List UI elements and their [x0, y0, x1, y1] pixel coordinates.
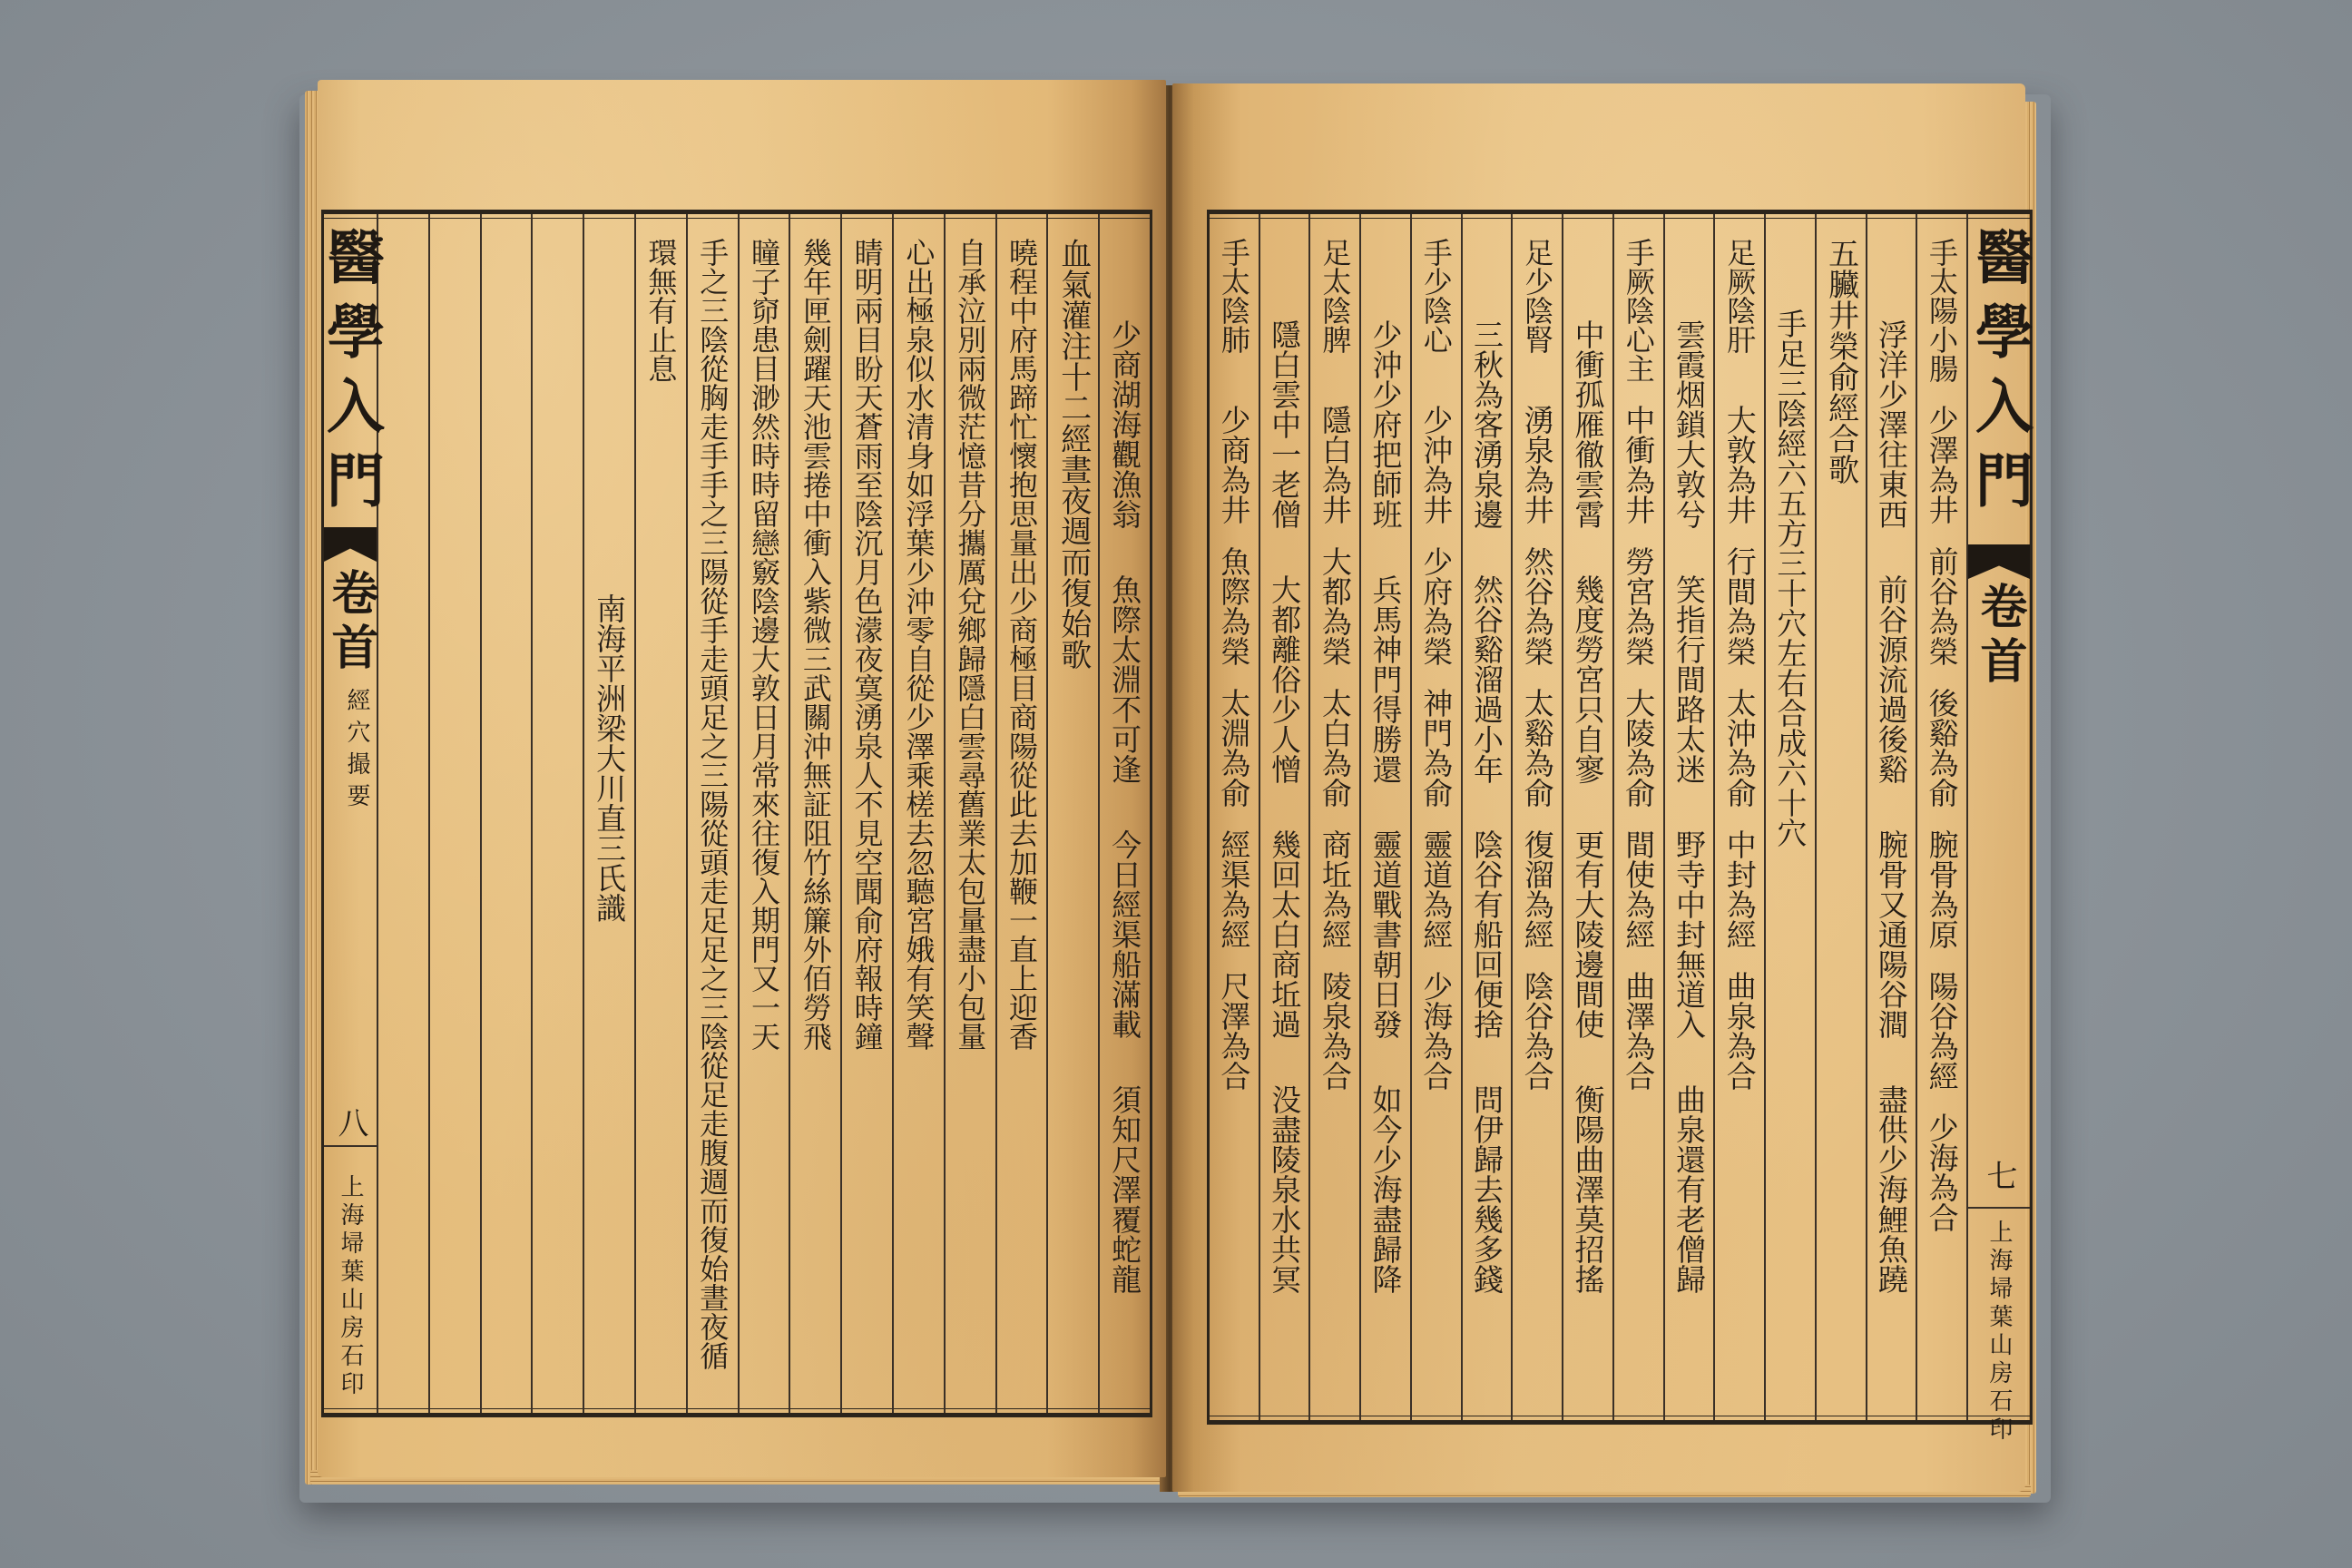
- verse-line: 少商湖海觀漁翁: [1107, 319, 1143, 529]
- fishtail-mark: [1968, 544, 2030, 579]
- point-item: 商坵為經: [1317, 829, 1353, 949]
- verse-line: 須知尺澤覆蛇龍: [1107, 1084, 1143, 1294]
- verse-line: 隱白雲中一老僧: [1267, 319, 1303, 529]
- point-item: 少澤為井: [1924, 405, 1960, 524]
- running-title: 醫學入門: [317, 227, 385, 524]
- text-column: [1562, 214, 1612, 1420]
- text-text: 曉程中府馬蹄忙懷抱思量出少商極目商陽從此去加鞭一直上迎香: [1004, 238, 1039, 1051]
- verse-line: 今日經渠船滿載: [1107, 829, 1143, 1039]
- left-page-margin: [317, 214, 385, 1413]
- left-page-frame: [317, 210, 1152, 1417]
- verse-line: 衡陽曲澤莫招搖: [1570, 1084, 1606, 1294]
- point-item: 勞宮為榮: [1621, 546, 1657, 666]
- publisher-imprint: 上海埽葉山房石印: [337, 1174, 364, 1399]
- point-item: 後谿為俞: [1924, 688, 1960, 808]
- verse-line: 幾回太白商坵過: [1267, 829, 1303, 1039]
- text-column: [1359, 214, 1410, 1420]
- text-column: [1713, 214, 1764, 1420]
- text-column: [1461, 214, 1512, 1420]
- point-item: 魚際為榮: [1216, 546, 1252, 666]
- point-item: 曲澤為合: [1621, 971, 1657, 1091]
- point-item: 少府為榮: [1418, 546, 1455, 666]
- point-item: 太谿為俞: [1519, 688, 1555, 808]
- right-page-text-columns: [1210, 214, 1966, 1420]
- verse-line: 笑指行間路太迷: [1671, 574, 1707, 784]
- point-item: 大陵為俞: [1621, 688, 1657, 808]
- point-item: 太沖為俞: [1721, 688, 1758, 808]
- right-page-frame: [1207, 210, 2034, 1445]
- section-label: 經穴撮要: [342, 688, 370, 815]
- text-text: 環無有止息: [643, 238, 679, 383]
- point-item: 中封為經: [1721, 829, 1758, 949]
- text-text: 幾年匣劍躍天池雲捲中衝入紫微三武關沖無証阻竹絲簾外佰勞飛: [798, 238, 833, 1051]
- text-column: [378, 214, 428, 1413]
- point-item: 太白為俞: [1317, 688, 1353, 808]
- point-item: 靈道為經: [1418, 829, 1455, 949]
- channel-title: 手太陽小腸: [1925, 238, 1960, 383]
- verse-line: 浮洋少澤往東西: [1873, 319, 1909, 529]
- heading-text: 五臟井榮俞經合歌: [1822, 238, 1859, 485]
- text-column: [531, 214, 583, 1413]
- page-number: 八: [332, 1107, 368, 1138]
- point-item: 復溜為經: [1519, 829, 1555, 949]
- verse-line: 盡供少海鯉魚蹺: [1873, 1084, 1909, 1294]
- verse-line: 問伊歸去幾多錢: [1469, 1084, 1505, 1294]
- text-column: [1259, 214, 1309, 1420]
- text-column: [1815, 214, 1866, 1420]
- point-item: 間使為經: [1621, 829, 1657, 949]
- note-text: 手足三陰經六五方三十穴左右合成六十穴: [1772, 309, 1808, 848]
- text-column: [1511, 214, 1562, 1420]
- text-column: [1046, 214, 1098, 1413]
- verse-line: 中衝孤雁徹雲霄: [1570, 319, 1606, 529]
- point-item: 少商為井: [1216, 405, 1252, 524]
- signature-text: 南海平洲梁大川直三氏識: [592, 593, 628, 923]
- text-column: [428, 214, 480, 1413]
- text-text: 心出極泉似水清身如浮葉少沖零自從少澤乘槎去忽聽宮娥有笑聲: [901, 238, 936, 1051]
- volume-label: 卷首: [1972, 582, 2027, 691]
- left-page: [318, 80, 1166, 1477]
- point-item: 尺澤為合: [1216, 971, 1252, 1091]
- verse-line: 前谷源流過後谿: [1873, 574, 1909, 784]
- text-column: [634, 214, 686, 1413]
- verse-line: 三秋為客湧泉邊: [1469, 319, 1505, 529]
- left-page-text-columns: [378, 214, 1150, 1413]
- verse-line: 兵馬神門得勝還: [1367, 574, 1404, 784]
- point-item: 中衝為井: [1621, 405, 1657, 524]
- right-page: [1172, 83, 2034, 1492]
- text-column: [789, 214, 840, 1413]
- point-item: 湧泉為井: [1519, 405, 1555, 524]
- point-item: 少沖為井: [1418, 405, 1455, 524]
- verse-line: 大都離俗少人憎: [1267, 574, 1303, 784]
- publisher-imprint: 上海埽葉山房石印: [1985, 1220, 2013, 1445]
- text-column: [1308, 214, 1359, 1420]
- verse-line: 靈道戰書朝日發: [1367, 829, 1404, 1039]
- fishtail-mark: [324, 527, 377, 562]
- text-column: [583, 214, 634, 1413]
- text-column: [1098, 214, 1150, 1413]
- text-column: [1866, 214, 1916, 1420]
- page-number: 七: [1981, 1160, 2017, 1191]
- text-text: 自承泣別兩微茫憶昔分攜厲兌鄉歸隱白雲尋舊業太包量盡小包量: [953, 238, 988, 1051]
- text-text: 手之三陰從胸走手手之三陽從手走頭足之三陽從頭走足足之三陰從足走腹週而復始晝夜循: [695, 238, 730, 1370]
- text-column: [892, 214, 944, 1413]
- channel-title: 手少陰心: [1418, 238, 1454, 354]
- channel-title: 手太陰肺: [1216, 238, 1251, 354]
- point-item: 陵泉為合: [1317, 971, 1353, 1091]
- point-item: 陽谷為經: [1924, 971, 1960, 1091]
- point-item: 少海為合: [1924, 1112, 1960, 1232]
- point-item: 經渠為經: [1216, 829, 1252, 949]
- text-column: [738, 214, 789, 1413]
- margin-rule: [1968, 1207, 2030, 1209]
- point-item: 前谷為榮: [1924, 546, 1960, 666]
- point-item: 大都為榮: [1317, 546, 1353, 666]
- point-item: 陰谷為合: [1519, 971, 1555, 1091]
- margin-rule: [324, 1145, 377, 1147]
- text-column: [1916, 214, 1966, 1420]
- text-column: [1410, 214, 1461, 1420]
- verse-line: 如今少海盡歸降: [1367, 1084, 1404, 1294]
- text-column: [1764, 214, 1815, 1420]
- point-item: 大敦為井: [1721, 405, 1758, 524]
- verse-line: 更有大陵邊間使: [1570, 829, 1606, 1039]
- verse-line: 少沖少府把師班: [1367, 319, 1404, 529]
- text-column: [1210, 214, 1259, 1420]
- point-item: 曲泉為合: [1721, 971, 1758, 1091]
- point-item: 隱白為井: [1317, 405, 1353, 524]
- verse-line: 幾度勞宮只自寥: [1570, 574, 1606, 784]
- point-item: 行間為榮: [1721, 546, 1758, 666]
- verse-line: 没盡陵泉水共冥: [1267, 1084, 1303, 1294]
- point-item: 然谷為榮: [1519, 546, 1555, 666]
- point-item: 腕骨為原: [1924, 829, 1960, 949]
- channel-title: 手厥陰心主: [1621, 238, 1656, 383]
- volume-label: 卷首: [323, 568, 378, 677]
- verse-line: 雲霞烟鎖大敦兮: [1671, 319, 1707, 529]
- running-title: 醫學入門: [1965, 227, 2034, 524]
- text-column: [995, 214, 1047, 1413]
- right-page-margin: [1965, 214, 2034, 1445]
- text-text: 睛明兩目盼天蒼雨至陰沉月色濛夜寞湧泉人不見空聞俞府報時鐘: [849, 238, 885, 1051]
- channel-title: 足厥陰肝: [1722, 238, 1758, 354]
- verse-line: 然谷谿溜過小年: [1469, 574, 1505, 784]
- heading-text: 血氣灌注十二經晝夜週而復始歌: [1054, 238, 1092, 670]
- point-item: 神門為俞: [1418, 688, 1455, 808]
- verse-line: 曲泉還有老僧歸: [1671, 1084, 1707, 1294]
- text-column: [840, 214, 892, 1413]
- text-column: [686, 214, 738, 1413]
- channel-title: 足少陰腎: [1520, 238, 1555, 354]
- text-column: [944, 214, 995, 1413]
- point-item: 少海為合: [1418, 971, 1455, 1091]
- point-item: 太淵為俞: [1216, 688, 1252, 808]
- verse-line: 腕骨又通陽谷澗: [1873, 829, 1909, 1039]
- text-column: [1612, 214, 1663, 1420]
- verse-line: 魚際太淵不可逢: [1107, 574, 1143, 784]
- verse-line: 野寺中封無道入: [1671, 829, 1707, 1039]
- text-column: [1663, 214, 1714, 1420]
- text-text: 瞳子窌患目渺然時時留戀竅陰邊大敦日月常來往復入期門又一天: [747, 238, 782, 1051]
- verse-line: 陰谷有船回便捨: [1469, 829, 1505, 1039]
- text-column: [480, 214, 532, 1413]
- channel-title: 足太陰脾: [1318, 238, 1353, 354]
